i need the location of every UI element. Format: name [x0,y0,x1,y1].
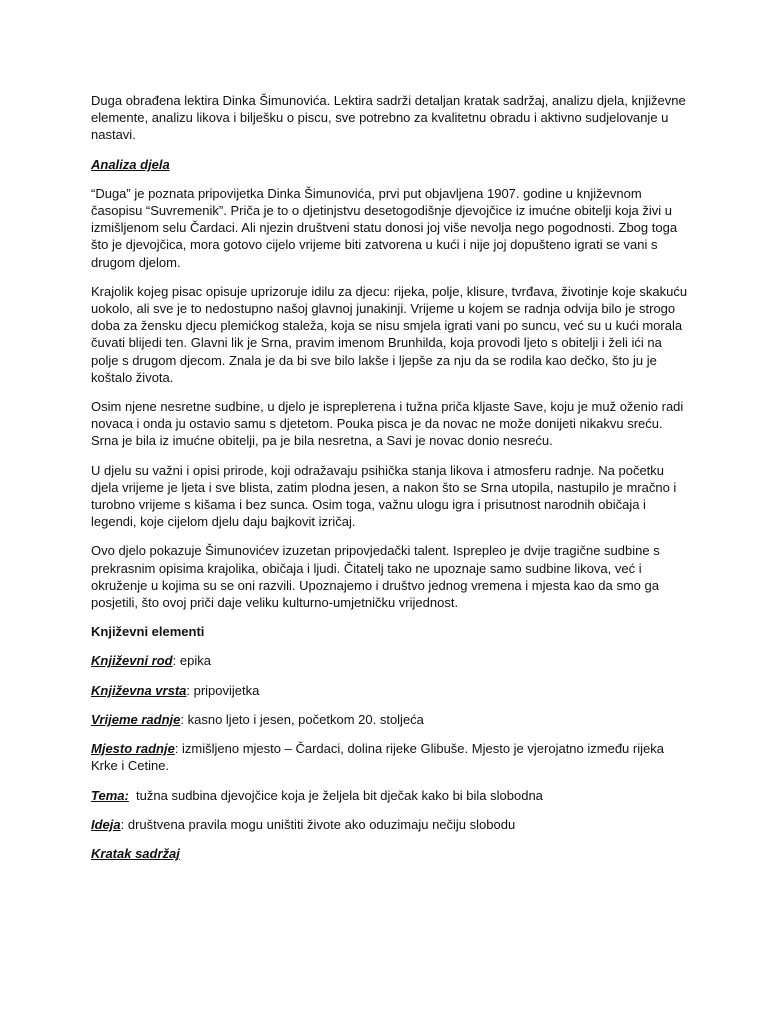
element-place [91,740,691,774]
element-value: društvena pravila mogu uništiti živote ako oduzimaju nečiju slobodu [127,816,516,832]
analysis-paragraph-4: U djelu su važni i opisi prirode, koji odražavaju psihička stanja likova i atmosferu radnje. Na početku djela vrijeme je ljeta i sve blista, zatim plodna jesen, a nakon što se Srna utopila, nastupilo je mračno i turobno vrijeme s kišama i bez sunca. Osim toga, važnu ulogu igra i prisutnost narodnih običaja i legendi, koje cijelom djelu daju bajkovit izričaj. [91,462,677,530]
element-time [91,711,691,728]
element-value: kasno ljeto i jesen, početkom 20. stoljeća [187,711,424,727]
analysis-heading: Analiza djela [91,156,170,172]
element-value: pripovijetka [193,682,260,698]
element-separator: : [174,741,183,757]
element-separator: : [186,682,194,698]
document-page [91,92,691,874]
summary-heading: Kratak sadržaj [91,845,180,861]
element-idea [91,816,691,833]
elements-heading: Književni elementi [91,624,205,640]
element-label: Književna vrsta [91,682,187,698]
element-label: Vrijeme radnje [91,711,181,727]
element-separator: : [180,711,188,727]
element-value: izmišljeno mjesto – Čardaci, dolina rijeke Glibuše. Mjesto je vjerojatno između rijeka Krke i Cetine. [91,741,664,774]
element-label: Književni rod [91,653,173,669]
element-label: Ideja [91,816,121,832]
analysis-paragraph-3: Osim njene nesretne sudbine, u djelo je ispreplетena i tužna priča kljaste Save, koju je muž oženio radi novaca i onda ju ostavio samu s djetetom. Pouka pisca je da novac ne može donijeti nikakvu sreću. Srna je bila iz imućne obitelji, pa je bila nesretna, a Savi je novac donio nesreću. [91,399,684,449]
element-separator: : [120,816,128,832]
intro-paragraph: Duga obrađena lektira Dinka Šimunovića. Lektira sadrži detaljan kratak sadržaj, analizu djela, književne elemente, analizu likova i bilješku o piscu, sve potrebno za kvalitetnu obradu i aktivno sudjelovanje u nastavi. [91,93,686,143]
element-value: tužna sudbina djevojčice koja je željela bit dječak kako bi bila slobodna [136,787,543,803]
analysis-paragraph-5: Ovo djelo pokazuje Šimunovićev izuzetan pripovjedački talent. Isprepleo je dvije tragične sudbine s prekrasnim opisima krajolika, običaja i ljudi. Čitatelj tako ne upoznaje samo sudbine likova, već i okruženje u kojima su se oni razvili. Upoznajemo i društvo jednog vremena i mjesta kao da smo ga posjetili, što ovoj priči daje veliku kulturno-umjetničku vrijednost. [91,543,660,611]
element-type [91,682,691,699]
element-label: Tema: [91,787,129,803]
element-separator: : [172,653,180,669]
element-separator [129,788,136,803]
element-label: Mjesto radnje [91,741,175,757]
analysis-paragraph-2: Krajolik kojeg pisac opisuje uprizoruje idilu za djecu: rijeka, polje, klisure, tvrđava, životinje koje skakuću uokolo, ali sve je to nedostupno našoj glavnoj junakinji. Vrijeme u kojem se radnja odvija bilo je strogo doba za žensku djecu plemićkog staleža, koja se nisu smjela igrati vani po suncu, već su u kući morala čuvati blijedi ten. Glavni lik je Srna, pravim imenom Brunhilda, koja provodi ljeto s obitelji i želi ići na polje s drugom djecom. Znala je da bi sve bilo lakše i ljepše za nju da se rodila kao dečko, što ju je koštalo života. [91,283,688,385]
element-value: epika [179,653,211,669]
analysis-paragraph-1: “Duga” je poznata pripovijetka Dinka Šimunovića, prvi put objavljena 1907. godine u književnom časopisu “Suvremenik”. Priča je to o djetinjstvu desetogodišnje djevojčice iz imućne obitelji koja živi u izmišljenom selu Čardaci. Ali njezin društveni statu donosi joj više nevolja nego pogodnosti. Zbog toga što je djevojčica, mora gotovo cijelo vrijeme biti zatvorena u kući i nije joj dopušteno igrati se vani s drugom djelom. [91,185,678,270]
element-genre [91,652,691,669]
element-theme [91,787,691,804]
